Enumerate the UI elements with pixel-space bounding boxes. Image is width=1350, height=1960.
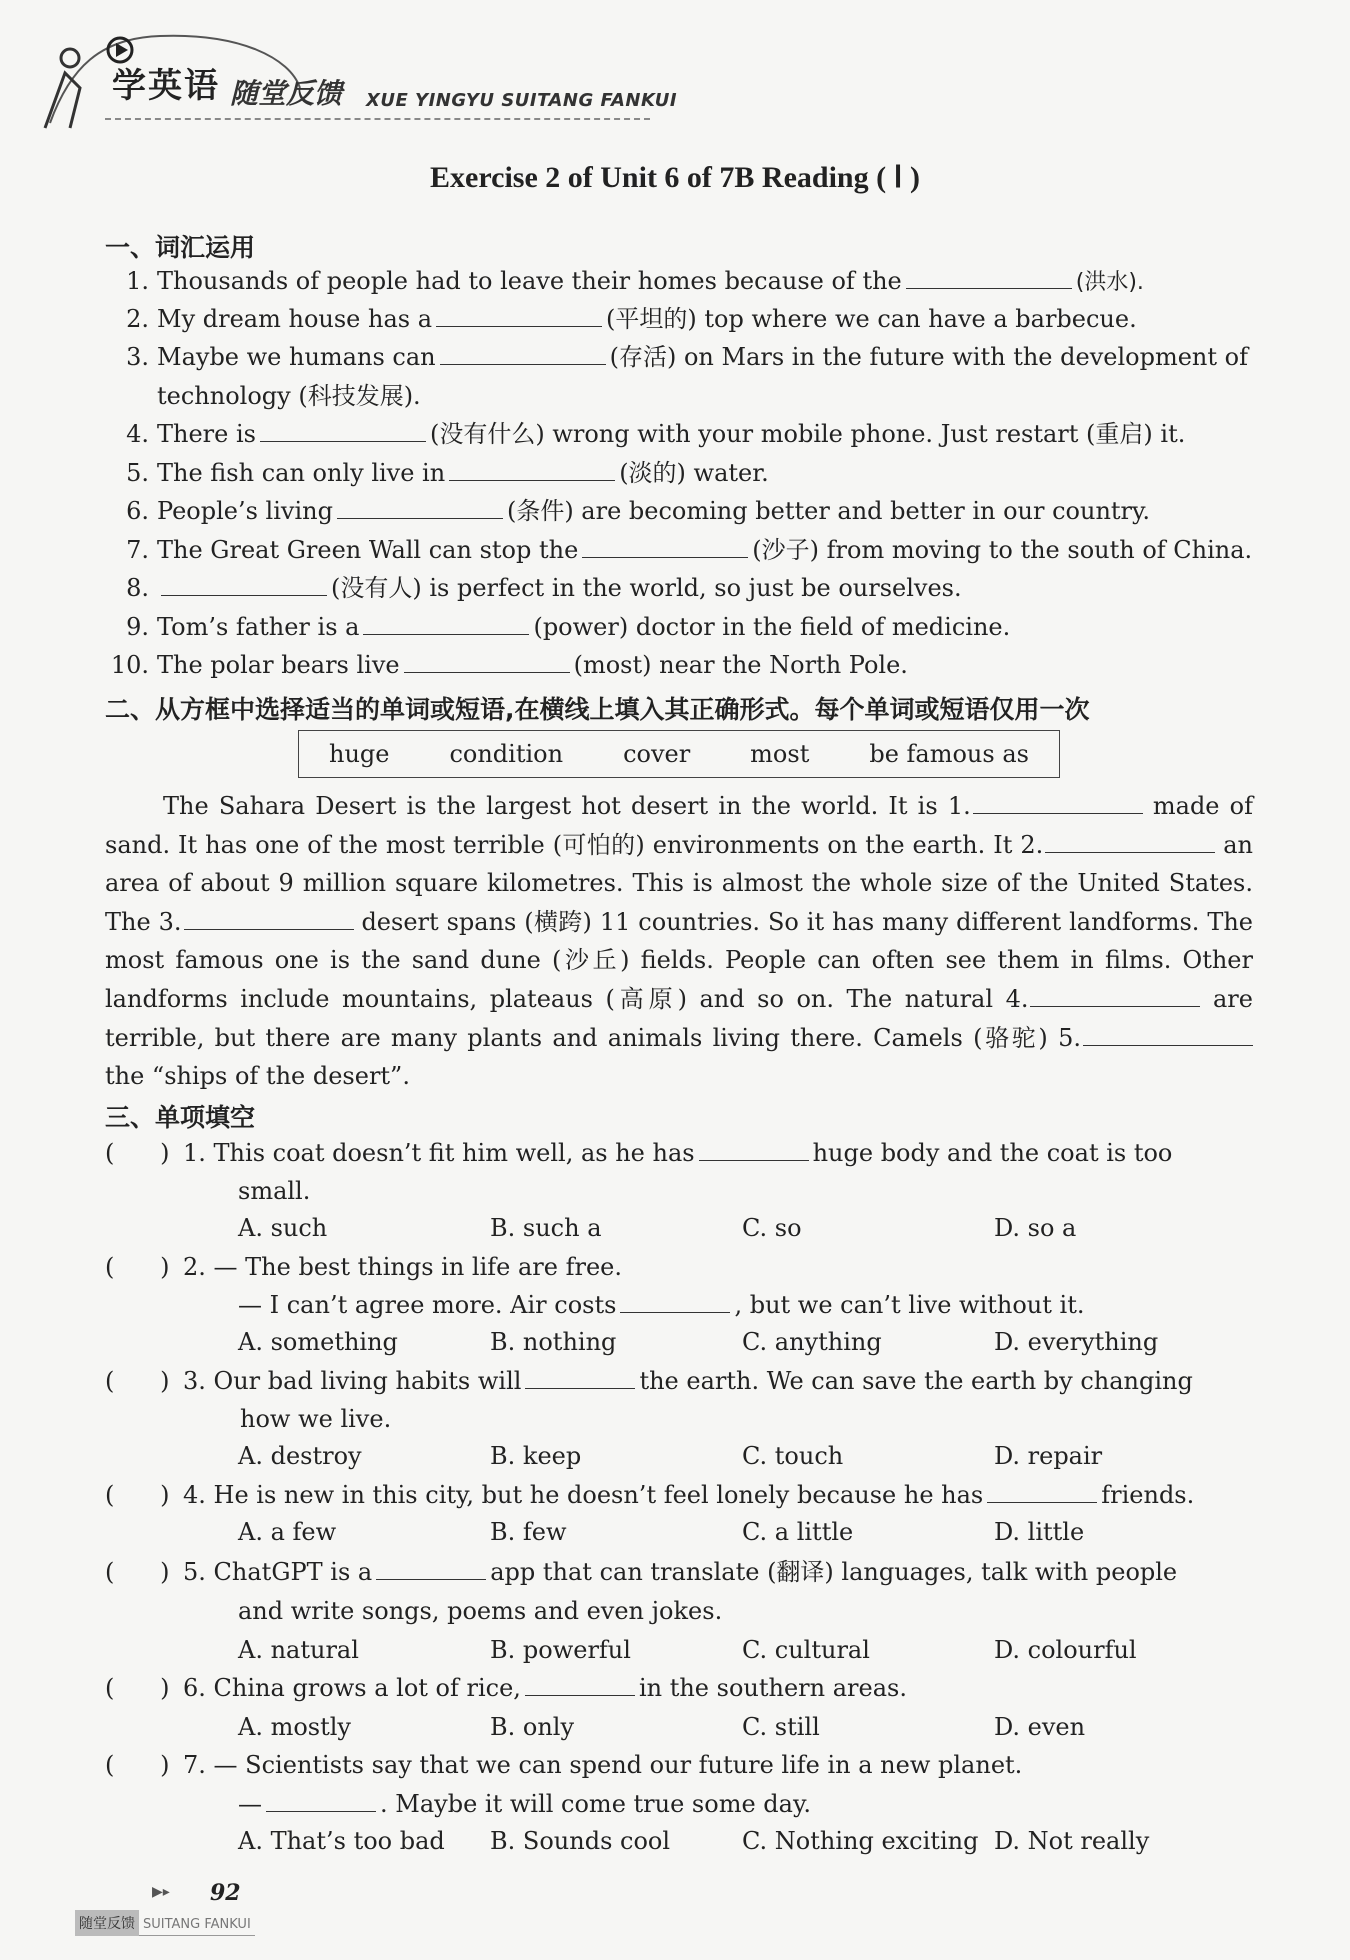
answer-blank[interactable] bbox=[699, 1138, 809, 1161]
answer-blank[interactable] bbox=[161, 573, 327, 596]
answer-parens[interactable]: ( ) bbox=[105, 1558, 170, 1586]
mc-question-5: ( ) 5. ChatGPT is a app that can translate (翻译) languages, talk with people bbox=[105, 1558, 1178, 1586]
answer-parens[interactable]: ( ) bbox=[105, 1139, 170, 1167]
vocab-item-2: 2. My dream house has a (平坦的) top where we can have a barbecue. bbox=[126, 305, 1137, 333]
mc-question-7-cont: — . Maybe it will come true some day. bbox=[238, 1790, 811, 1818]
vocab-item-8: 8. (没有人) is perfect in the world, so just be ourselves. bbox=[126, 574, 962, 602]
vocab-item-4: 4. There is (没有什么) wrong with your mobile phone. Just restart (重启) it. bbox=[126, 420, 1186, 448]
mc-question-1: ( ) 1. This coat doesn’t fit him well, as he has huge body and the coat is too bbox=[105, 1139, 1173, 1167]
cloze-blank-4[interactable] bbox=[1030, 982, 1200, 1007]
answer-parens[interactable]: ( ) bbox=[105, 1674, 170, 1702]
answer-parens[interactable]: ( ) bbox=[105, 1253, 170, 1281]
word-option: most bbox=[750, 740, 810, 768]
vocab-item-7: 7. The Great Green Wall can stop the (沙子) from moving to the south of China. bbox=[126, 536, 1253, 564]
answer-blank[interactable] bbox=[449, 458, 615, 481]
mc-question-2-cont: — I can’t agree more. Air costs , but we can’t live without it. bbox=[238, 1291, 1085, 1319]
answer-blank[interactable] bbox=[440, 342, 606, 365]
footer-tag: 随堂反馈 SUITANG FANKUI bbox=[75, 1910, 280, 1938]
mc-options-3: A. destroy B. keep C. touch D. repair bbox=[238, 1442, 1103, 1470]
answer-blank[interactable] bbox=[525, 1673, 635, 1696]
mc-options-4: A. a few B. few C. a little D. little bbox=[238, 1518, 1085, 1546]
word-option: huge bbox=[328, 740, 390, 768]
section1-heading: 一、词汇运用 bbox=[105, 233, 256, 262]
answer-blank[interactable] bbox=[260, 419, 426, 442]
cloze-blank-3[interactable] bbox=[184, 905, 354, 930]
answer-parens[interactable]: ( ) bbox=[105, 1481, 170, 1509]
mc-options-7: A. That’s too bad B. Sounds cool C. Nothing exciting D. Not really bbox=[238, 1827, 1150, 1855]
mc-question-2: ( ) 2. — The best things in life are free. bbox=[105, 1253, 623, 1281]
mc-question-7: ( ) 7. — Scientists say that we can spend our future life in a new planet. bbox=[105, 1751, 1023, 1779]
word-option: be famous as bbox=[869, 740, 1029, 768]
section2-heading: 二、从方框中选择适当的单词或短语,在横线上填入其正确形式。每个单词或短语仅用一次 bbox=[105, 695, 1090, 724]
header-cn-title: 学英语 bbox=[112, 66, 220, 106]
answer-blank[interactable] bbox=[404, 650, 570, 673]
header-cn-subtitle: 随堂反馈 bbox=[230, 77, 343, 110]
mc-options-2: A. something B. nothing C. anything D. everything bbox=[238, 1328, 1159, 1356]
answer-blank[interactable] bbox=[363, 612, 529, 635]
vocab-item-9: 9. Tom’s father is a (power) doctor in the field of medicine. bbox=[126, 613, 1011, 641]
header-en-subtitle: XUE YINGYU SUITANG FANKUI bbox=[366, 90, 678, 111]
vocab-item-10: 10. The polar bears live (most) near the North Pole. bbox=[110, 651, 908, 679]
answer-parens[interactable]: ( ) bbox=[105, 1751, 170, 1779]
word-option: cover bbox=[623, 740, 691, 768]
mc-question-6: ( ) 6. China grows a lot of rice, in the southern areas. bbox=[105, 1674, 907, 1702]
section3-heading: 三、单项填空 bbox=[105, 1103, 256, 1132]
mc-options-5: A. natural B. powerful C. cultural D. colourful bbox=[238, 1636, 1137, 1664]
answer-blank[interactable] bbox=[906, 266, 1072, 289]
cloze-blank-1[interactable] bbox=[973, 789, 1143, 814]
vocab-item-6: 6. People’s living (条件) are becoming better and better in our country. bbox=[126, 497, 1151, 525]
page-number: 92 bbox=[210, 1880, 241, 1906]
page-title: Exercise 2 of Unit 6 of 7B Reading ( Ⅰ ) bbox=[430, 161, 920, 194]
mc-question-4: ( ) 4. He is new in this city, but he doesn’t feel lonely because he has friends. bbox=[105, 1481, 1195, 1509]
vocab-item-3: 3. Maybe we humans can (存活) on Mars in the future with the development of bbox=[126, 343, 1248, 371]
vocab-item-1: 1. Thousands of people had to leave their homes because of the (洪水). bbox=[126, 267, 1144, 295]
mc-question-3: ( ) 3. Our bad living habits will the earth. We can save the earth by changing bbox=[105, 1367, 1193, 1395]
answer-blank[interactable] bbox=[582, 535, 748, 558]
vocab-item-3-cont: technology (科技发展). bbox=[157, 382, 421, 410]
answer-blank[interactable] bbox=[376, 1557, 486, 1580]
answer-blank[interactable] bbox=[620, 1290, 730, 1313]
page-arrow-icon: ▶▸ bbox=[152, 1884, 170, 1900]
answer-blank[interactable] bbox=[337, 496, 503, 519]
cloze-blank-5[interactable] bbox=[1083, 1021, 1253, 1046]
mc-question-1-cont: small. bbox=[238, 1177, 311, 1205]
mc-options-6: A. mostly B. only C. still D. even bbox=[238, 1713, 1086, 1741]
word-box bbox=[298, 730, 1060, 778]
cloze-blank-2[interactable] bbox=[1045, 828, 1215, 853]
mc-options-1: A. such B. such a C. so D. so a bbox=[238, 1214, 1077, 1242]
vocab-item-5: 5. The fish can only live in (淡的) water. bbox=[126, 459, 769, 487]
cloze-passage: The Sahara Desert is the largest hot desert in the world. It is 1. made of sand. It has one of the most terrible (可怕的) environments on the earth. It 2. an area of about 9 million square kilometres. This is almost the whole size of the United States. The 3. desert spans (横跨) 11 countries. So it has many different landforms. The most famous one is the sand dune (沙丘) fields. People can often see them in films. Other landforms include mountains, plateaus (高原) and so on. The natural 4. are terrible, but there are many plants and animals living there. Camels (骆驼) 5. the “ships of the desert”. bbox=[105, 787, 1253, 1096]
word-option: condition bbox=[449, 740, 564, 768]
header-divider bbox=[105, 118, 650, 120]
answer-parens[interactable]: ( ) bbox=[105, 1367, 170, 1395]
mc-question-5-cont: and write songs, poems and even jokes. bbox=[238, 1597, 723, 1625]
answer-blank[interactable] bbox=[525, 1366, 635, 1389]
mc-question-3-cont: how we live. bbox=[240, 1405, 392, 1433]
answer-blank[interactable] bbox=[987, 1480, 1097, 1503]
answer-blank[interactable] bbox=[436, 304, 602, 327]
answer-blank[interactable] bbox=[266, 1789, 376, 1812]
